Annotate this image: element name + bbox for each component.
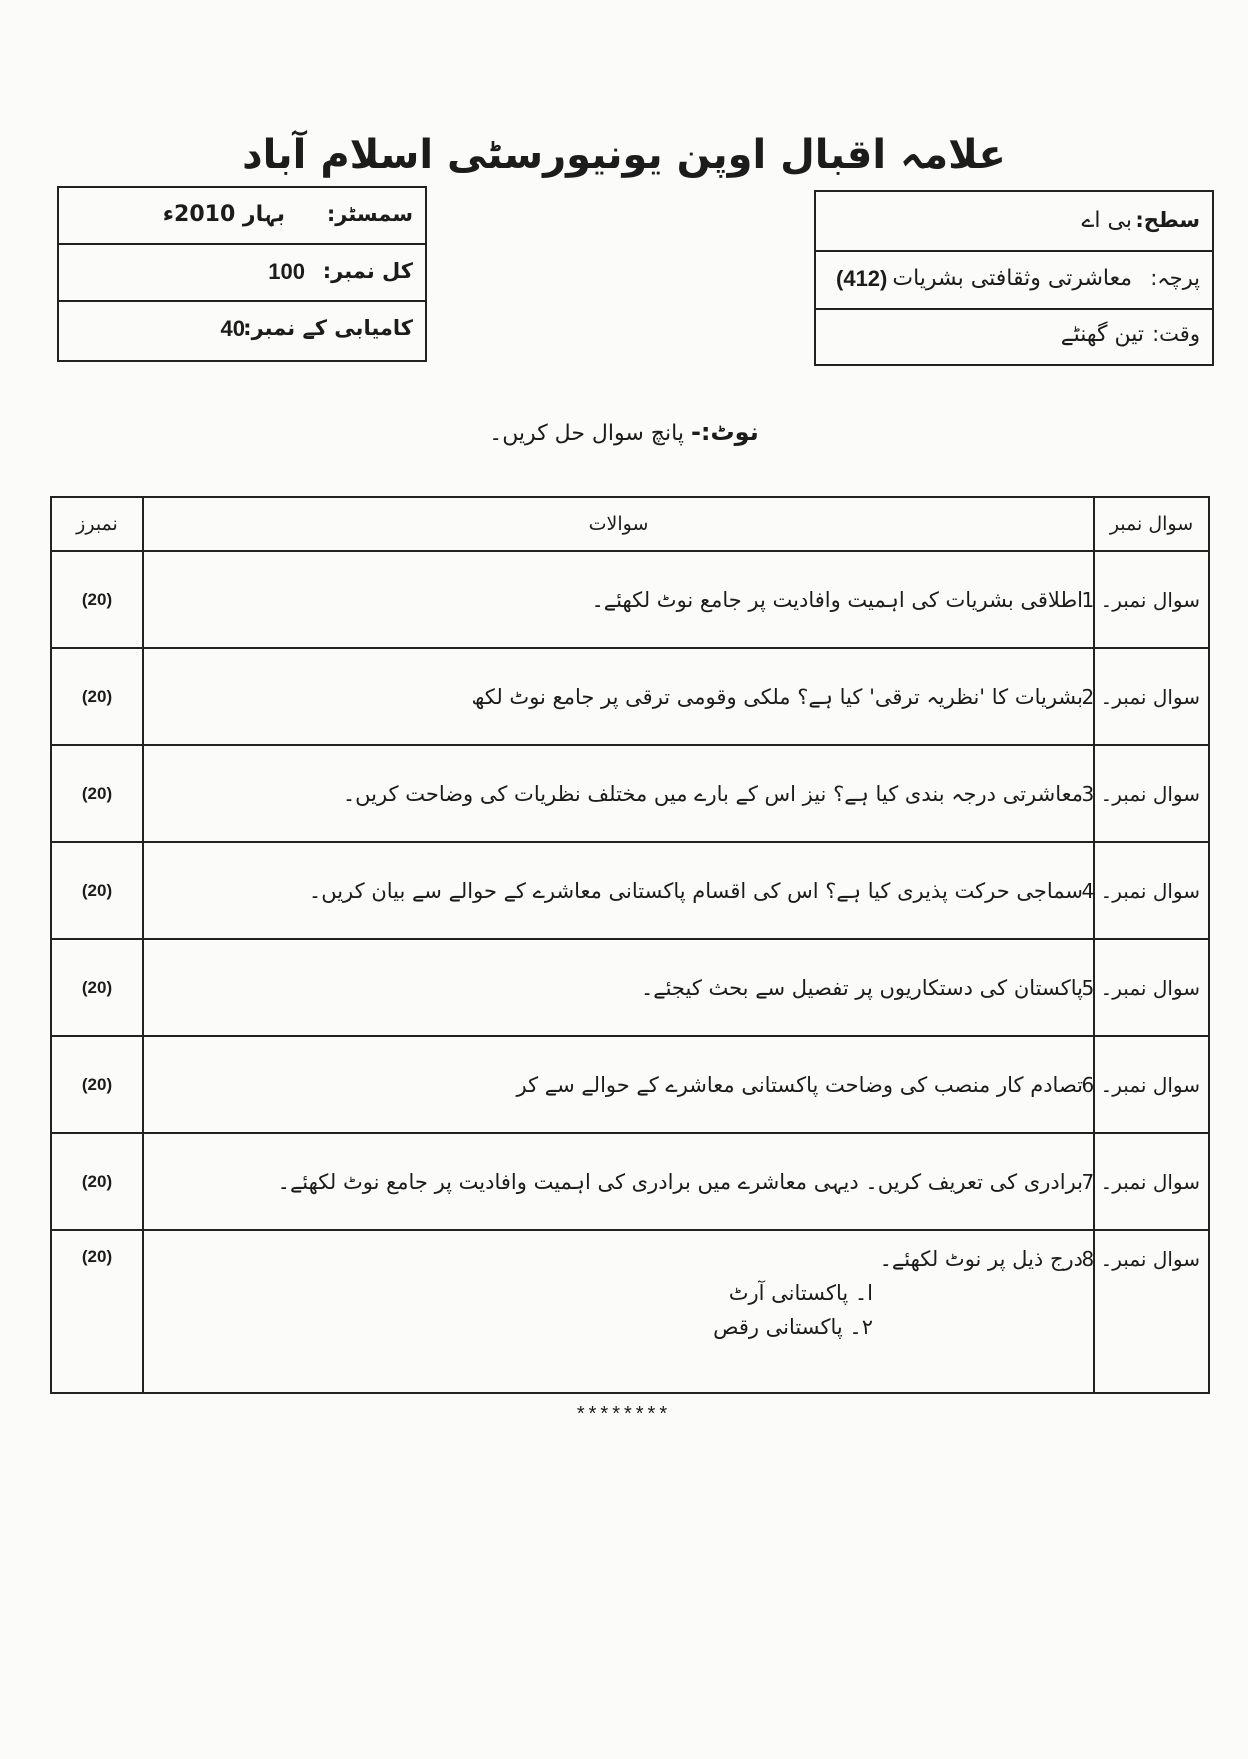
end-stars: ******** <box>576 1403 672 1425</box>
question-marks: (20) <box>51 939 143 1036</box>
header-marks: نمبرز <box>51 497 143 551</box>
question-number: سوال نمبر۔ 1 <box>1094 551 1209 648</box>
total-marks-label: کل نمبر: <box>322 259 413 283</box>
table-header-row <box>51 497 1209 551</box>
table-row <box>51 842 1209 939</box>
total-marks-row <box>59 245 425 302</box>
question-marks: (20) <box>51 1230 143 1393</box>
semester-value: بہار 2010ء <box>162 202 285 227</box>
table-row <box>51 648 1209 745</box>
time-label: وقت: <box>1152 322 1200 346</box>
total-marks-value: 100 <box>268 259 305 284</box>
question-number: سوال نمبر۔ 5 <box>1094 939 1209 1036</box>
semester-label: سمسٹر: <box>326 202 413 226</box>
pass-marks-value: 40 <box>220 316 245 341</box>
table-row <box>51 1133 1209 1230</box>
note-label: نوٹ:- <box>690 418 759 446</box>
level-row <box>816 192 1212 252</box>
question-number: سوال نمبر۔ 6 <box>1094 1036 1209 1133</box>
question-text: معاشرتی درجہ بندی کیا ہے؟ نیز اس کے بارے میں مختلف نظریات کی وضاحت کریں۔ <box>143 745 1094 842</box>
question-number: سوال نمبر۔ 4 <box>1094 842 1209 939</box>
pass-marks-row <box>59 302 425 358</box>
question-marks: (20) <box>51 842 143 939</box>
question-number: سوال نمبر۔ 2 <box>1094 648 1209 745</box>
instructions-note <box>0 418 1248 446</box>
time-row <box>816 310 1212 362</box>
paper-row <box>816 252 1212 310</box>
level-label: سطح: <box>1135 208 1200 232</box>
question-marks: (20) <box>51 1133 143 1230</box>
time-value: تین گھنٹے <box>1060 322 1144 347</box>
question-text: پاکستان کی دستکاریوں پر تفصیل سے بحث کیجئے۔ <box>143 939 1094 1036</box>
question-marks: (20) <box>51 648 143 745</box>
header-questions: سوالات <box>143 497 1094 551</box>
table-row <box>51 551 1209 648</box>
question-marks: (20) <box>51 745 143 842</box>
paper-info-box <box>814 190 1214 366</box>
question-text: اطلاقی بشریات کی اہمیت وافادیت پر جامع نوٹ لکھئے۔ <box>143 551 1094 648</box>
table-row <box>51 1036 1209 1133</box>
question-number: سوال نمبر۔ 3 <box>1094 745 1209 842</box>
question-marks: (20) <box>51 551 143 648</box>
note-text: پانچ سوال حل کریں۔ <box>489 421 684 446</box>
sub-item: ۲۔ پاکستانی رقص <box>713 1315 873 1339</box>
question-text: بشریات کا 'نظریہ ترقی' کیا ہے؟ ملکی وقومی ترقی پر جامع نوٹ لکھ <box>143 648 1094 745</box>
question-text: برادری کی تعریف کریں۔ دیہی معاشرے میں برادری کی اہمیت وافادیت پر جامع نوٹ لکھئے۔ <box>143 1133 1094 1230</box>
question-marks: (20) <box>51 1036 143 1133</box>
questions-table <box>50 496 1210 1394</box>
exam-info-box <box>57 186 427 362</box>
table-row <box>51 1230 1209 1393</box>
question-text: تصادم کار منصب کی وضاحت پاکستانی معاشرے کے حوالے سے کر <box>143 1036 1094 1133</box>
table-row <box>51 745 1209 842</box>
paper-title: معاشرتی وثقافتی بشریات <box>892 266 1132 291</box>
paper-label: پرچہ: <box>1150 266 1200 290</box>
level-value: بی اے <box>1081 208 1132 233</box>
question-number: سوال نمبر۔ 8 <box>1094 1230 1209 1393</box>
question-text: سماجی حرکت پذیری کیا ہے؟ اس کی اقسام پاکستانی معاشرے کے حوالے سے بیان کریں۔ <box>143 842 1094 939</box>
table-row <box>51 939 1209 1036</box>
question-text <box>143 1230 1094 1393</box>
paper-code: (412) <box>836 266 888 291</box>
sub-item: ا۔ پاکستانی آرٹ <box>728 1281 873 1305</box>
pass-marks-label: کامیابی کے نمبر: <box>243 316 413 340</box>
question-number: سوال نمبر۔ 7 <box>1094 1133 1209 1230</box>
university-title: علامہ اقبال اوپن یونیورسٹی اسلام آباد <box>242 132 1006 178</box>
header-question-number: سوال نمبر <box>1094 497 1209 551</box>
semester-row <box>59 188 425 245</box>
question-8-text: درج ذیل پر نوٹ لکھئے۔ <box>879 1247 1083 1271</box>
